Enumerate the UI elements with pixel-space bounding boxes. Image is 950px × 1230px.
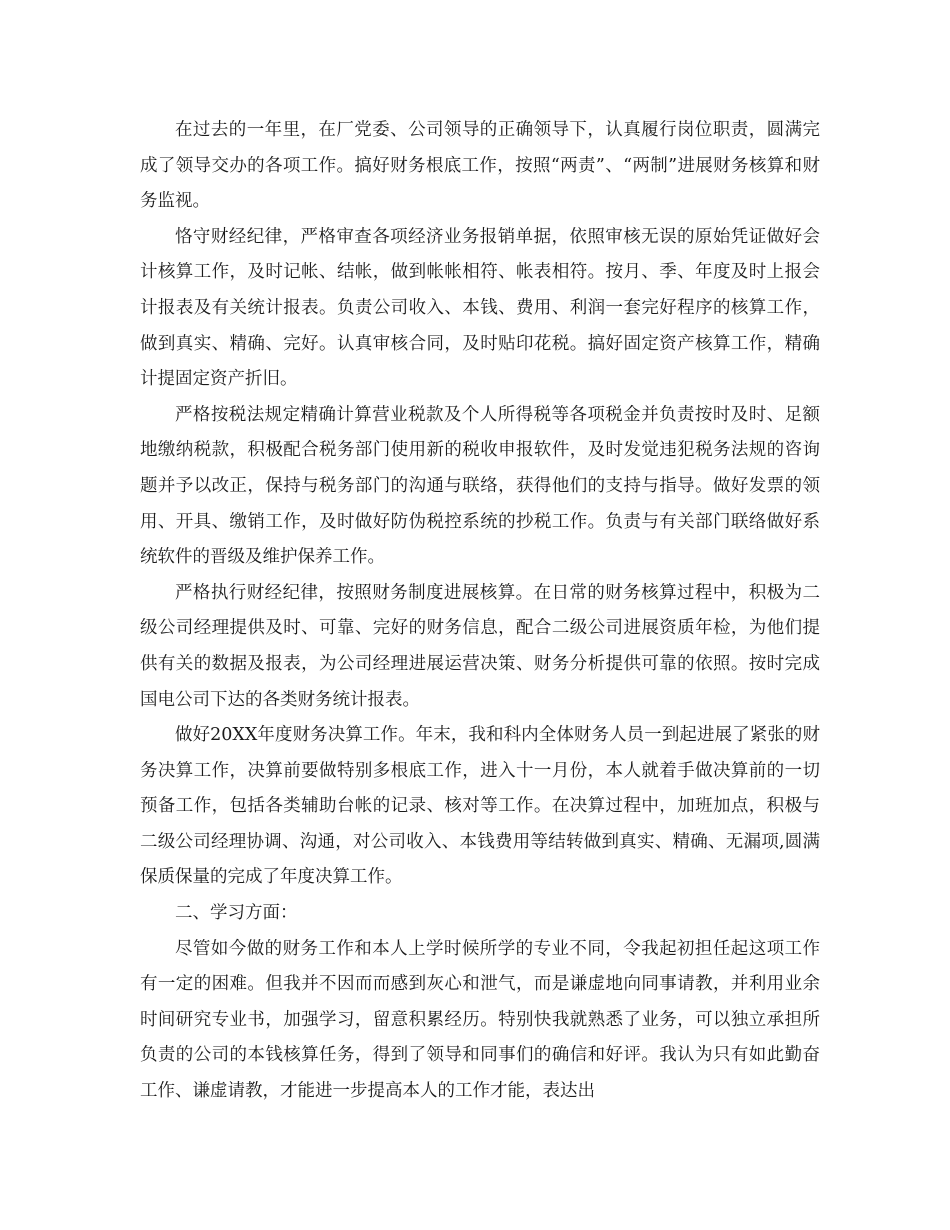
document-body bbox=[140, 113, 820, 1110]
section-heading-study: 二、学习方面： bbox=[175, 903, 298, 924]
paragraph-3: 严格按税法规定精确计算营业税款及个人所得税等各项税金并负责按时及时、足额地缴纳税款，积极配合税务部门使用新的税收申报软件，及时发觉违犯税务法规的咨询题并予以改正，保持与税务部门的沟通与联络，获得他们的支持与指导。做好发票的领用、开具、缴销工作，及时做好防伪税控系统的抄税工作。负责与有关部门联络做好系统软件的晋级及维护保养工作。 bbox=[140, 404, 820, 568]
paragraph-2: 恪守财经纪律，严格审查各项经济业务报销单据，依照审核无误的原始凭证做好会计核算工作，及时记帐、结帐，做到帐帐相符、帐表相符。按月、季、年度及时上报会计报表及有关统计报表。负责公司收入、本钱、费用、利润一套完好程序的核算工作，做到真实、精确、完好。认真审核合同，及时贴印花税。搞好固定资产核算工作，精确计提固定资产折旧。 bbox=[140, 226, 820, 390]
paragraph-4: 严格执行财经纪律，按照财务制度进展核算。在日常的财务核算过程中，积极为二级公司经理提供及时、可靠、完好的财务信息，配合二级公司进展资质年检，为他们提供有关的数据及报表，为公司经理进展运营决策、财务分析提供可靠的依照。按时完成国电公司下达的各类财务统计报表。 bbox=[140, 582, 820, 710]
paragraph-5: 做好20XX年度财务决算工作。年末，我和科内全体财务人员一到起进展了紧张的财务决算工作，决算前要做特别多根底工作，进入十一月份，本人就着手做决算前的一切预备工作，包括各类辅助台帐的记录、核对等工作。在决算过程中，加班加点，积极与二级公司经理协调、沟通，对公司收入、本钱费用等结转做到真实、精确、无漏项,圆满保质保量的完成了年度决算工作。 bbox=[140, 725, 820, 888]
paragraph-1: 在过去的一年里，在厂党委、公司领导的正确领导下，认真履行岗位职责，圆满完成了领导交办的各项工作。搞好财务根底工作，按照“两责”、“两制”进展财务核算和财务监视。 bbox=[140, 120, 820, 212]
paragraph-6: 尽管如今做的财务工作和本人上学时候所学的专业不同，令我起初担任起这项工作有一定的困难。但我并不因而而感到灰心和泄气，而是谦虚地向同事请教，并利用业余时间研究专业书，加强学习，留意积累经历。特别快我就熟悉了业务，可以独立承担所负责的公司的本钱核算任务，得到了领导和同事们的确信和好评。我认为只有如此勤奋工作、谦虚请教，才能进一步提高本人的工作才能，表达出 bbox=[140, 938, 820, 1102]
